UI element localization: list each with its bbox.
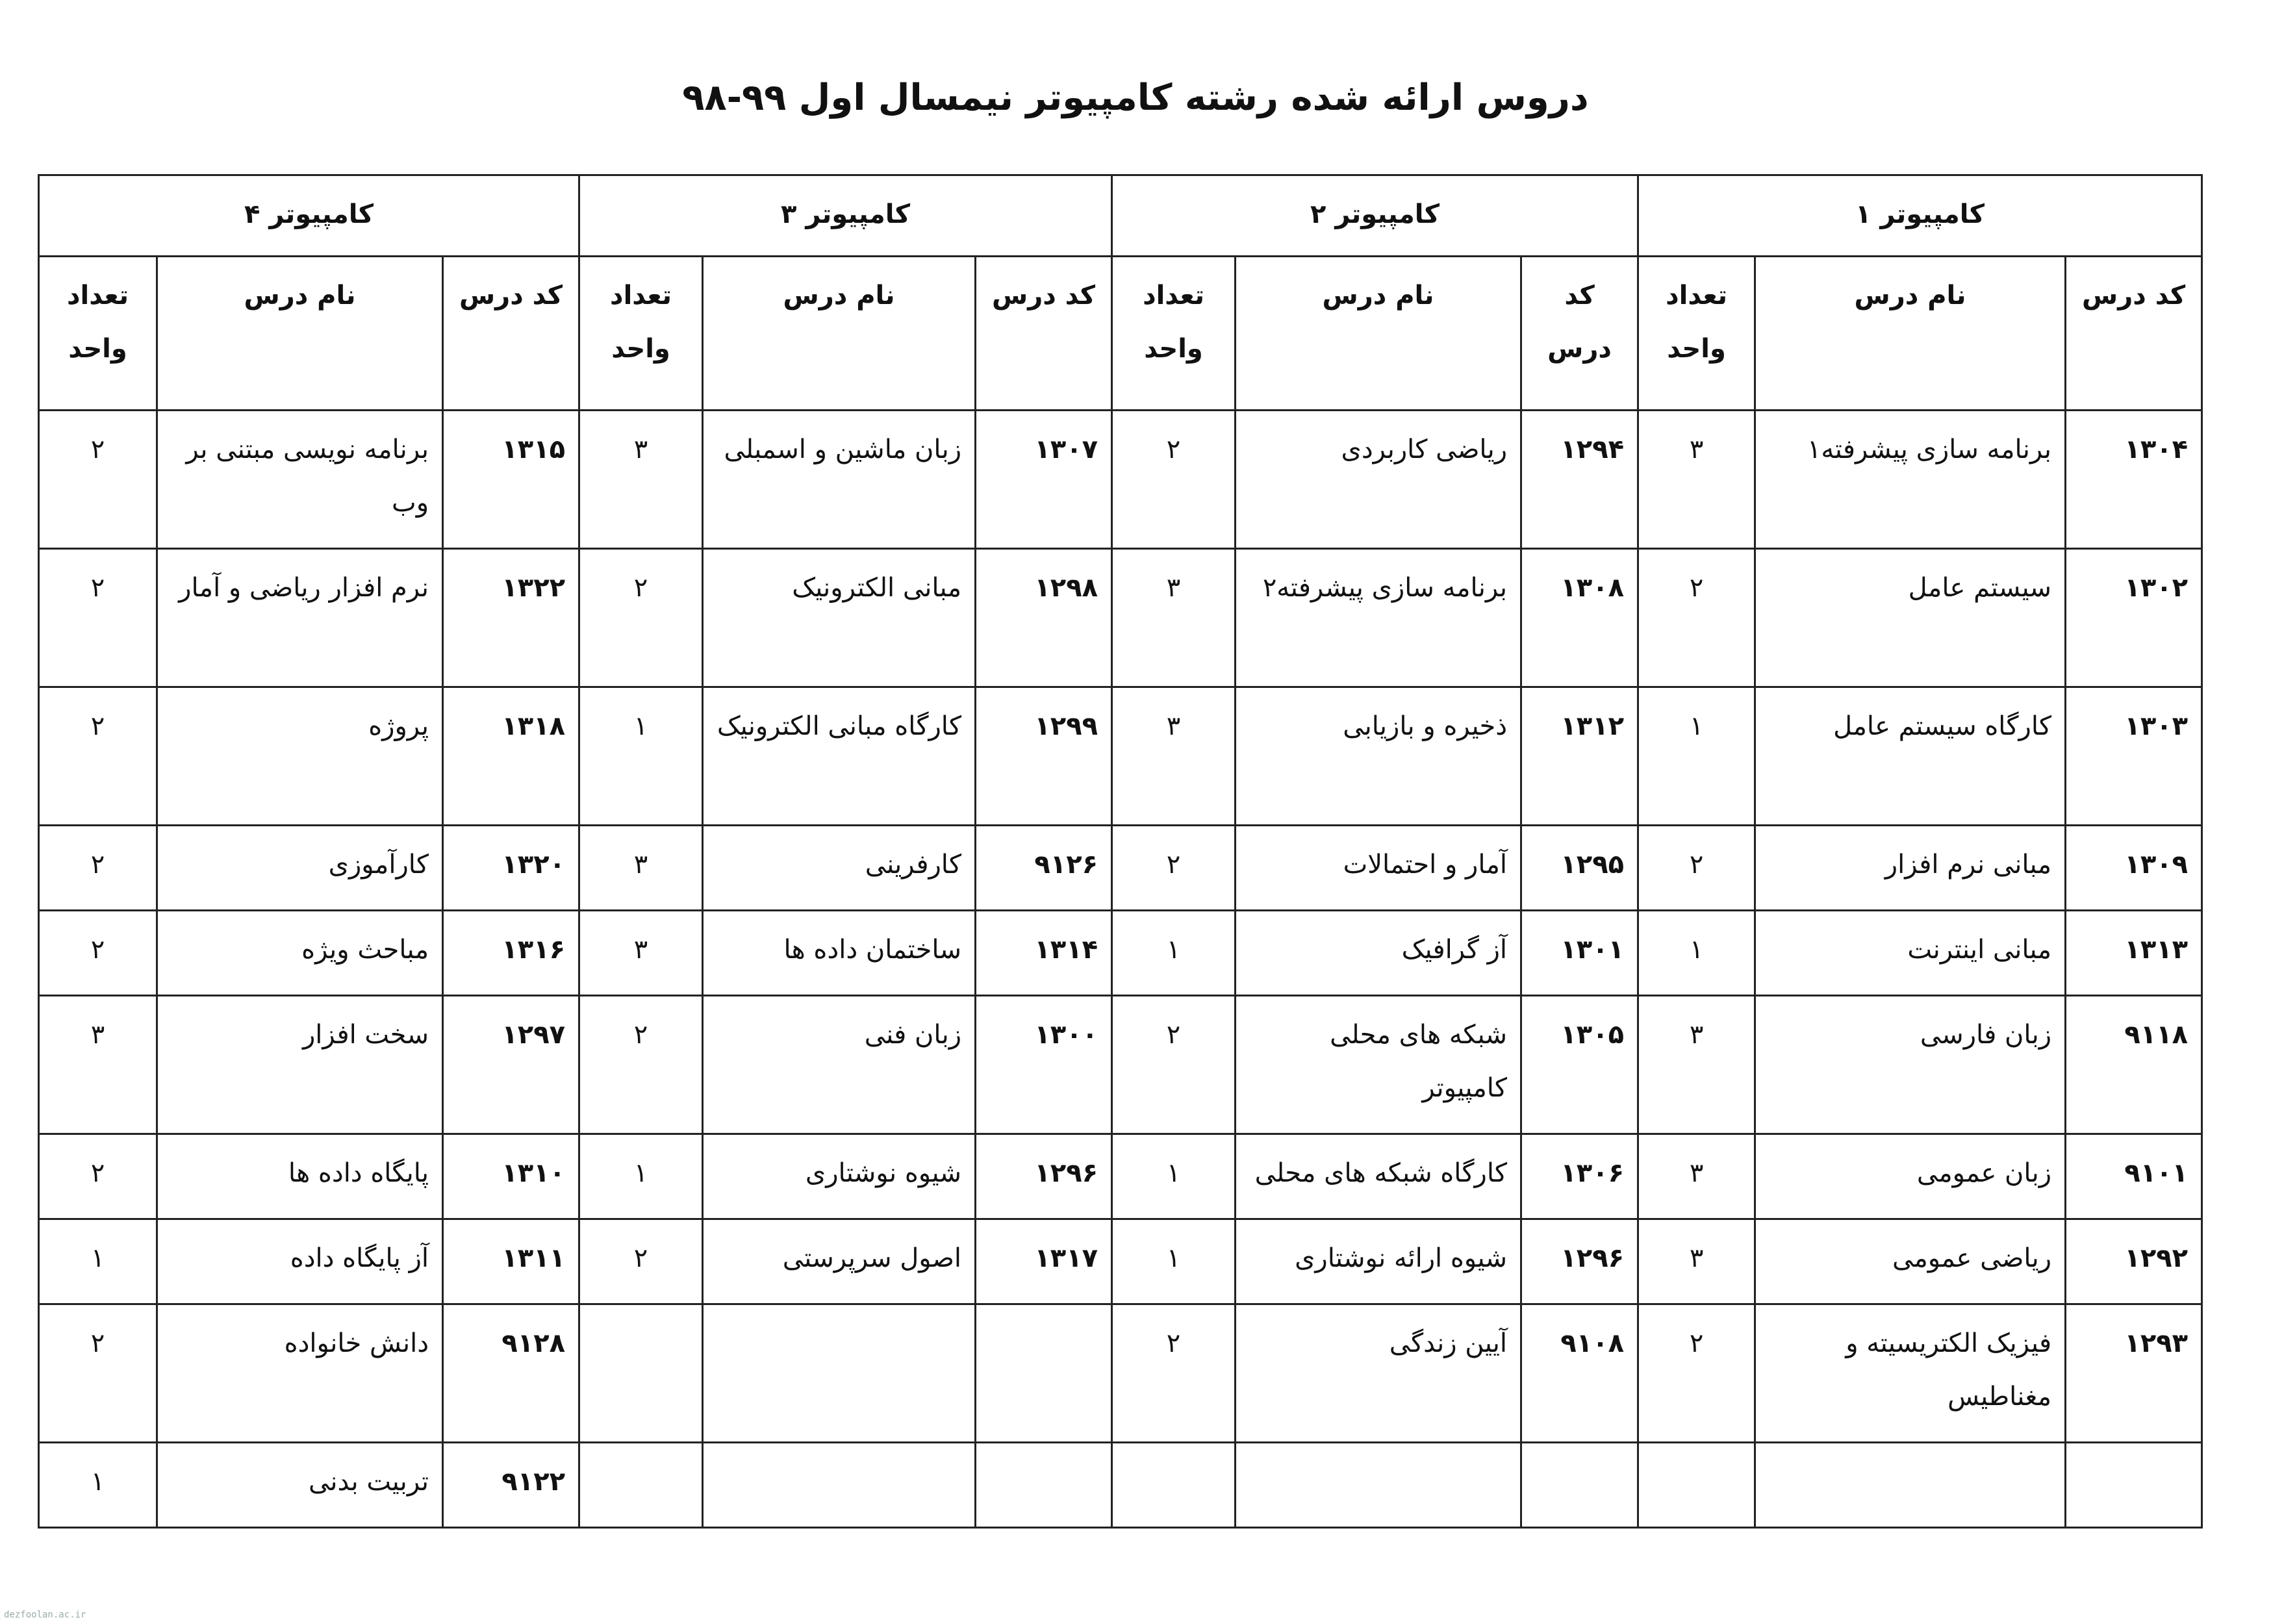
course-units-cell: [579, 1443, 703, 1528]
course-units-cell: ۳: [1638, 1219, 1755, 1304]
course-code-cell: ۱۳۰۷: [976, 411, 1112, 549]
course-code-cell: ۹۱۲۸: [443, 1304, 579, 1443]
course-units-cell: ۲: [1112, 411, 1236, 549]
course-units-cell: ۲: [39, 826, 157, 911]
course-units-cell: ۱: [1112, 911, 1236, 996]
course-code-cell: ۱۳۰۶: [1521, 1134, 1638, 1219]
course-code-cell: ۱۲۹۵: [1521, 826, 1638, 911]
table-row: [39, 1134, 2202, 1219]
course-code-cell: ۱۳۱۵: [443, 411, 579, 549]
course-units-cell: ۱: [1638, 687, 1755, 826]
course-name-cell: دانش خانواده: [157, 1304, 443, 1443]
course-code-cell: ۱۳۲۰: [443, 826, 579, 911]
course-name-cell: کارفرینی: [703, 826, 976, 911]
course-code-cell: [976, 1443, 1112, 1528]
course-units-cell: [1112, 1443, 1236, 1528]
course-units-cell: ۱: [39, 1443, 157, 1528]
column-header-units: تعداد واحد: [1638, 257, 1755, 411]
course-code-cell: ۱۳۰۱: [1521, 911, 1638, 996]
course-name-cell: آز گرافیک: [1236, 911, 1521, 996]
course-units-cell: ۳: [579, 411, 703, 549]
course-name-cell: برنامه نویسی مبتنی بر وب: [157, 411, 443, 549]
table-row: [39, 826, 2202, 911]
course-units-cell: ۲: [579, 549, 703, 687]
course-units-cell: ۲: [39, 549, 157, 687]
course-name-cell: شیوه نوشتاری: [703, 1134, 976, 1219]
course-code-cell: ۱۳۰۵: [1521, 996, 1638, 1134]
course-code-cell: ۹۱۲۲: [443, 1443, 579, 1528]
course-name-cell: ساختمان داده ها: [703, 911, 976, 996]
column-header-code: کد درس: [2066, 257, 2202, 411]
course-units-cell: ۲: [1638, 1304, 1755, 1443]
group-title-computer-1: کامپیوتر ۱: [1638, 175, 2202, 257]
course-units-cell: ۲: [1112, 996, 1236, 1134]
table-row: [39, 996, 2202, 1134]
course-code-cell: ۱۳۰۰: [976, 996, 1112, 1134]
course-units-cell: ۲: [39, 1134, 157, 1219]
course-name-cell: زبان فنی: [703, 996, 976, 1134]
course-name-cell: نرم افزار ریاضی و آمار: [157, 549, 443, 687]
column-header-code: کد درس: [443, 257, 579, 411]
course-code-cell: [1521, 1443, 1638, 1528]
course-units-cell: ۲: [1112, 1304, 1236, 1443]
course-name-cell: مبانی نرم افزار: [1755, 826, 2066, 911]
course-name-cell: [1236, 1443, 1521, 1528]
course-units-cell: ۲: [579, 996, 703, 1134]
table-row: [39, 1219, 2202, 1304]
course-units-cell: [579, 1304, 703, 1443]
column-header-units: تعداد واحد: [1112, 257, 1236, 411]
course-units-cell: ۳: [1638, 411, 1755, 549]
course-units-cell: ۱: [579, 687, 703, 826]
course-name-cell: کارآموزی: [157, 826, 443, 911]
course-code-cell: ۱۳۰۹: [2066, 826, 2202, 911]
column-header-code: کد درس: [1521, 257, 1638, 411]
course-name-cell: [1755, 1443, 2066, 1528]
course-code-cell: ۹۱۱۸: [2066, 996, 2202, 1134]
course-code-cell: ۱۳۰۲: [2066, 549, 2202, 687]
course-name-cell: [703, 1443, 976, 1528]
course-name-cell: کارگاه مبانی الکترونیک: [703, 687, 976, 826]
course-code-cell: ۱۳۱۰: [443, 1134, 579, 1219]
table-row: [39, 1443, 2202, 1528]
course-code-cell: ۱۳۱۷: [976, 1219, 1112, 1304]
course-name-cell: اصول سرپرستی: [703, 1219, 976, 1304]
course-code-cell: [976, 1304, 1112, 1443]
course-code-cell: ۱۳۱۳: [2066, 911, 2202, 996]
course-code-cell: ۱۲۹۷: [443, 996, 579, 1134]
course-name-cell: کارگاه سیستم عامل: [1755, 687, 2066, 826]
course-units-cell: ۲: [39, 687, 157, 826]
column-header-name: نام درس: [1236, 257, 1521, 411]
group-title-computer-4: کامپیوتر ۴: [39, 175, 579, 257]
course-name-cell: سیستم عامل: [1755, 549, 2066, 687]
course-name-cell: مباحث ویژه: [157, 911, 443, 996]
course-code-cell: ۹۱۰۱: [2066, 1134, 2202, 1219]
course-name-cell: آمار و احتمالات: [1236, 826, 1521, 911]
course-name-cell: آیین زندگی: [1236, 1304, 1521, 1443]
courses-table-body: [39, 411, 2202, 1528]
course-units-cell: ۲: [39, 911, 157, 996]
group-title-computer-2: کامپیوتر ۲: [1112, 175, 1638, 257]
table-row: [39, 549, 2202, 687]
course-name-cell: پایگاه داده ها: [157, 1134, 443, 1219]
course-units-cell: ۳: [1638, 1134, 1755, 1219]
course-code-cell: ۱۳۱۱: [443, 1219, 579, 1304]
course-units-cell: ۳: [1112, 687, 1236, 826]
course-name-cell: زبان فارسی: [1755, 996, 2066, 1134]
courses-table: [38, 174, 2203, 1529]
course-units-cell: ۳: [579, 826, 703, 911]
course-name-cell: [703, 1304, 976, 1443]
course-name-cell: شبکه های محلی کامپیوتر: [1236, 996, 1521, 1134]
table-row: [39, 687, 2202, 826]
course-code-cell: ۱۳۱۲: [1521, 687, 1638, 826]
course-units-cell: [1638, 1443, 1755, 1528]
course-units-cell: ۲: [1112, 826, 1236, 911]
column-header-name: نام درس: [1755, 257, 2066, 411]
course-units-cell: ۲: [1638, 549, 1755, 687]
course-code-cell: ۱۳۱۶: [443, 911, 579, 996]
column-header-code: کد درس: [976, 257, 1112, 411]
course-units-cell: ۳: [1638, 996, 1755, 1134]
course-units-cell: ۳: [1112, 549, 1236, 687]
course-code-cell: ۱۳۰۸: [1521, 549, 1638, 687]
course-name-cell: فیزیک الکتریسیته و مغناطیس: [1755, 1304, 2066, 1443]
course-code-cell: ۱۲۹۹: [976, 687, 1112, 826]
column-header-units: تعداد واحد: [39, 257, 157, 411]
course-name-cell: مبانی اینترنت: [1755, 911, 2066, 996]
course-code-cell: ۱۳۱۸: [443, 687, 579, 826]
course-units-cell: ۱: [39, 1219, 157, 1304]
footer-watermark: dezfoolan.ac.ir: [4, 1610, 86, 1620]
page-title: دروس ارائه شده رشته کامپیوتر نیمسال اول ۹۹-۹۸: [682, 77, 1589, 119]
course-name-cell: زبان عمومی: [1755, 1134, 2066, 1219]
course-units-cell: ۳: [39, 996, 157, 1134]
course-name-cell: برنامه سازی پیشرفته۲: [1236, 549, 1521, 687]
course-units-cell: ۱: [1638, 911, 1755, 996]
course-code-cell: ۱۲۹۶: [976, 1134, 1112, 1219]
course-code-cell: ۱۳۰۳: [2066, 687, 2202, 826]
course-name-cell: ریاضی عمومی: [1755, 1219, 2066, 1304]
table-row: [39, 1304, 2202, 1443]
group-title-computer-3: کامپیوتر ۳: [579, 175, 1112, 257]
course-code-cell: ۱۲۹۴: [1521, 411, 1638, 549]
course-name-cell: شیوه ارائه نوشتاری: [1236, 1219, 1521, 1304]
course-name-cell: پروژه: [157, 687, 443, 826]
course-code-cell: ۱۲۹۸: [976, 549, 1112, 687]
column-header-units: تعداد واحد: [579, 257, 703, 411]
course-code-cell: ۱۲۹۲: [2066, 1219, 2202, 1304]
course-units-cell: ۱: [579, 1134, 703, 1219]
course-name-cell: آز پایگاه داده: [157, 1219, 443, 1304]
course-code-cell: [2066, 1443, 2202, 1528]
course-name-cell: مبانی الکترونیک: [703, 549, 976, 687]
course-units-cell: ۲: [39, 1304, 157, 1443]
course-name-cell: کارگاه شبکه های محلی: [1236, 1134, 1521, 1219]
table-row: [39, 911, 2202, 996]
course-code-cell: ۱۲۹۳: [2066, 1304, 2202, 1443]
course-name-cell: سخت افزار: [157, 996, 443, 1134]
course-units-cell: ۲: [579, 1219, 703, 1304]
course-code-cell: ۹۱۲۶: [976, 826, 1112, 911]
course-name-cell: ذخیره و بازیابی: [1236, 687, 1521, 826]
course-name-cell: تربیت بدنی: [157, 1443, 443, 1528]
course-code-cell: ۹۱۰۸: [1521, 1304, 1638, 1443]
course-name-cell: ریاضی کاربردی: [1236, 411, 1521, 549]
course-name-cell: برنامه سازی پیشرفته۱: [1755, 411, 2066, 549]
course-units-cell: ۱: [1112, 1134, 1236, 1219]
column-header-name: نام درس: [157, 257, 443, 411]
table-row: [39, 411, 2202, 549]
course-name-cell: زبان ماشین و اسمبلی: [703, 411, 976, 549]
course-units-cell: ۲: [39, 411, 157, 549]
course-units-cell: ۲: [1638, 826, 1755, 911]
course-code-cell: ۱۳۱۴: [976, 911, 1112, 996]
course-code-cell: ۱۲۹۶: [1521, 1219, 1638, 1304]
course-code-cell: ۱۳۲۲: [443, 549, 579, 687]
course-units-cell: ۱: [1112, 1219, 1236, 1304]
course-units-cell: ۳: [579, 911, 703, 996]
column-header-name: نام درس: [703, 257, 976, 411]
course-code-cell: ۱۳۰۴: [2066, 411, 2202, 549]
